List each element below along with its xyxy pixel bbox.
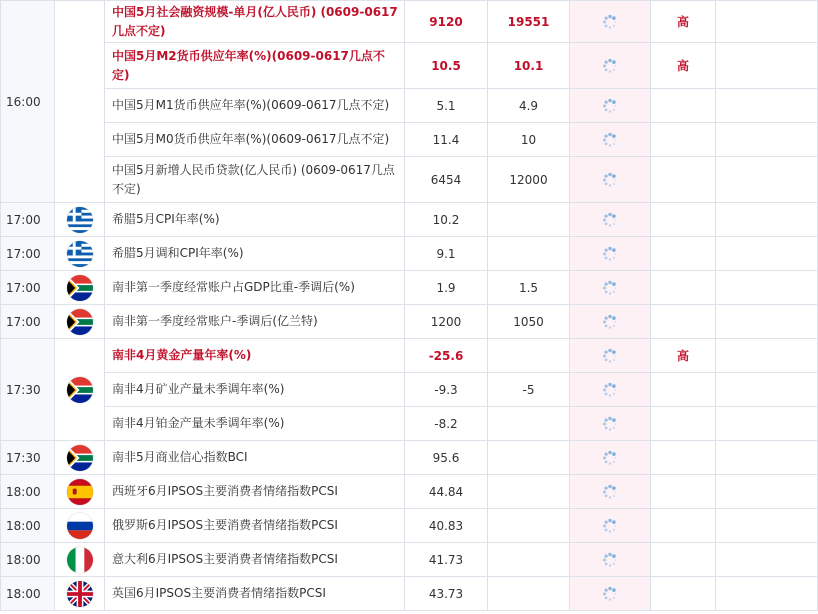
forecast-value: 12000: [488, 157, 570, 203]
event-name[interactable]: 南非5月商业信心指数BCI: [105, 441, 405, 475]
table-cell: [716, 577, 818, 611]
importance-label: 高: [676, 349, 689, 363]
table-cell: [716, 43, 818, 89]
importance-cell: [651, 237, 716, 271]
actual-value-cell: [570, 123, 651, 157]
country-flag-icon: [55, 1, 105, 203]
forecast-value: [488, 543, 570, 577]
table-cell: [716, 339, 818, 373]
actual-value-cell: [570, 237, 651, 271]
importance-label: 高: [676, 59, 689, 73]
event-name[interactable]: 俄罗斯6月IPSOS主要消费者情绪指数PCSI: [105, 509, 405, 543]
loading-spinner-icon: [602, 552, 618, 566]
forecast-value: [488, 475, 570, 509]
previous-value: 5.1: [405, 89, 488, 123]
table-row[interactable]: [1, 43, 818, 89]
actual-value-cell: [570, 157, 651, 203]
forecast-value: [488, 509, 570, 543]
table-row[interactable]: [1, 475, 818, 509]
russia-flag-icon: [55, 509, 105, 543]
table-cell: [716, 203, 818, 237]
loading-spinner-icon: [602, 416, 618, 430]
event-time: 16:00: [1, 1, 55, 203]
table-cell: [716, 305, 818, 339]
forecast-value: [488, 577, 570, 611]
loading-spinner-icon: [602, 450, 618, 464]
event-time: 18:00: [1, 475, 55, 509]
actual-value-cell: [570, 339, 651, 373]
south-africa-flag-icon: [55, 305, 105, 339]
event-time: 18:00: [1, 577, 55, 611]
importance-cell: [651, 577, 716, 611]
previous-value: 9.1: [405, 237, 488, 271]
spain-flag-icon: [55, 475, 105, 509]
event-name[interactable]: 西班牙6月IPSOS主要消费者情绪指数PCSI: [105, 475, 405, 509]
table-cell: [716, 89, 818, 123]
table-cell: [716, 509, 818, 543]
table-cell: [716, 237, 818, 271]
actual-value-cell: [570, 271, 651, 305]
event-time: 17:30: [1, 441, 55, 475]
loading-spinner-icon: [602, 586, 618, 600]
loading-spinner-icon: [602, 172, 618, 186]
forecast-value: 1.5: [488, 271, 570, 305]
event-name[interactable]: 南非第一季度经常账户占GDP比重-季调后(%): [105, 271, 405, 305]
previous-value: 10.5: [405, 43, 488, 89]
forecast-value: 4.9: [488, 89, 570, 123]
event-name[interactable]: 中国5月新增人民币贷款(亿人民币) (0609-0617几点不定): [105, 157, 405, 203]
table-row[interactable]: [1, 407, 818, 441]
previous-value: 40.83: [405, 509, 488, 543]
actual-value-cell: [570, 373, 651, 407]
actual-value-cell: [570, 475, 651, 509]
loading-spinner-icon: [602, 382, 618, 396]
table-row[interactable]: [1, 203, 818, 237]
loading-spinner-icon: [602, 98, 618, 112]
forecast-value: [488, 339, 570, 373]
table-row[interactable]: [1, 157, 818, 203]
previous-value: 6454: [405, 157, 488, 203]
loading-spinner-icon: [602, 484, 618, 498]
event-name[interactable]: 希腊5月调和CPI年率(%): [105, 237, 405, 271]
actual-value-cell: [570, 407, 651, 441]
previous-value: 44.84: [405, 475, 488, 509]
previous-value: -8.2: [405, 407, 488, 441]
table-row[interactable]: [1, 441, 818, 475]
table-cell: [716, 407, 818, 441]
table-cell: [716, 441, 818, 475]
italy-flag-icon: [55, 543, 105, 577]
previous-value: -9.3: [405, 373, 488, 407]
previous-value: -25.6: [405, 339, 488, 373]
forecast-value: 10.1: [488, 43, 570, 89]
previous-value: 1.9: [405, 271, 488, 305]
event-name[interactable]: 希腊5月CPI年率(%): [105, 203, 405, 237]
actual-value-cell: [570, 509, 651, 543]
importance-cell: [651, 373, 716, 407]
event-name[interactable]: 南非4月铂金产量未季调年率(%): [105, 407, 405, 441]
event-time: 17:00: [1, 271, 55, 305]
event-name[interactable]: 中国5月M0货币供应年率(%)(0609-0617几点不定): [105, 123, 405, 157]
event-name[interactable]: 南非4月黄金产量年率(%): [105, 339, 405, 373]
forecast-value: -5: [488, 373, 570, 407]
actual-value-cell: [570, 89, 651, 123]
actual-value-cell: [570, 1, 651, 43]
uk-flag-icon: [55, 577, 105, 611]
table-cell: [716, 271, 818, 305]
table-cell: [716, 157, 818, 203]
south-africa-flag-icon: [55, 271, 105, 305]
loading-spinner-icon: [602, 58, 618, 72]
importance-cell: [651, 43, 716, 89]
actual-value-cell: [570, 577, 651, 611]
importance-label: 高: [676, 15, 689, 29]
actual-value-cell: [570, 441, 651, 475]
table-row[interactable]: [1, 123, 818, 157]
table-row[interactable]: [1, 543, 818, 577]
table-row[interactable]: [1, 373, 818, 407]
previous-value: 1200: [405, 305, 488, 339]
table-row[interactable]: [1, 339, 818, 373]
importance-cell: [651, 123, 716, 157]
event-name[interactable]: 英国6月IPSOS主要消费者情绪指数PCSI: [105, 577, 405, 611]
actual-value-cell: [570, 543, 651, 577]
importance-cell: [651, 339, 716, 373]
importance-cell: [651, 157, 716, 203]
loading-spinner-icon: [602, 314, 618, 328]
previous-value: 41.73: [405, 543, 488, 577]
actual-value-cell: [570, 305, 651, 339]
previous-value: 10.2: [405, 203, 488, 237]
table-row[interactable]: [1, 89, 818, 123]
loading-spinner-icon: [602, 14, 618, 28]
previous-value: 9120: [405, 1, 488, 43]
loading-spinner-icon: [602, 518, 618, 532]
south-africa-flag-icon: [55, 339, 105, 441]
actual-value-cell: [570, 43, 651, 89]
event-time: 17:00: [1, 305, 55, 339]
table-cell: [716, 1, 818, 43]
table-cell: [716, 373, 818, 407]
forecast-value: [488, 441, 570, 475]
event-name[interactable]: 意大利6月IPSOS主要消费者情绪指数PCSI: [105, 543, 405, 577]
event-time: 17:30: [1, 339, 55, 441]
importance-cell: [651, 543, 716, 577]
forecast-value: 1050: [488, 305, 570, 339]
table-row[interactable]: [1, 305, 818, 339]
importance-cell: [651, 441, 716, 475]
table-row[interactable]: [1, 271, 818, 305]
table-cell: [716, 123, 818, 157]
previous-value: 43.73: [405, 577, 488, 611]
loading-spinner-icon: [602, 246, 618, 260]
greece-flag-icon: [55, 237, 105, 271]
event-name[interactable]: 中国5月M2货币供应年率(%)(0609-0617几点不定): [105, 43, 405, 89]
event-time: 17:00: [1, 237, 55, 271]
table-row[interactable]: [1, 1, 818, 43]
importance-cell: [651, 475, 716, 509]
previous-value: 95.6: [405, 441, 488, 475]
loading-spinner-icon: [602, 132, 618, 146]
actual-value-cell: [570, 203, 651, 237]
table-cell: [716, 475, 818, 509]
forecast-value: [488, 237, 570, 271]
event-time: 18:00: [1, 509, 55, 543]
importance-cell: [651, 305, 716, 339]
forecast-value: 10: [488, 123, 570, 157]
importance-cell: [651, 509, 716, 543]
importance-cell: [651, 1, 716, 43]
table-cell: [716, 543, 818, 577]
table-row[interactable]: [1, 577, 818, 611]
loading-spinner-icon: [602, 280, 618, 294]
importance-cell: [651, 89, 716, 123]
forecast-value: 19551: [488, 1, 570, 43]
event-time: 18:00: [1, 543, 55, 577]
event-time: 17:00: [1, 203, 55, 237]
forecast-value: [488, 407, 570, 441]
loading-spinner-icon: [602, 212, 618, 226]
importance-cell: [651, 407, 716, 441]
event-name[interactable]: 中国5月M1货币供应年率(%)(0609-0617几点不定): [105, 89, 405, 123]
event-name[interactable]: 南非4月矿业产量未季调年率(%): [105, 373, 405, 407]
greece-flag-icon: [55, 203, 105, 237]
previous-value: 11.4: [405, 123, 488, 157]
table-row[interactable]: [1, 509, 818, 543]
event-name[interactable]: 南非第一季度经常账户-季调后(亿兰特): [105, 305, 405, 339]
event-name[interactable]: 中国5月社会融资规模-单月(亿人民币) (0609-0617几点不定): [105, 1, 405, 43]
south-africa-flag-icon: [55, 441, 105, 475]
importance-cell: [651, 203, 716, 237]
loading-spinner-icon: [602, 348, 618, 362]
importance-cell: [651, 271, 716, 305]
table-row[interactable]: [1, 237, 818, 271]
forecast-value: [488, 203, 570, 237]
